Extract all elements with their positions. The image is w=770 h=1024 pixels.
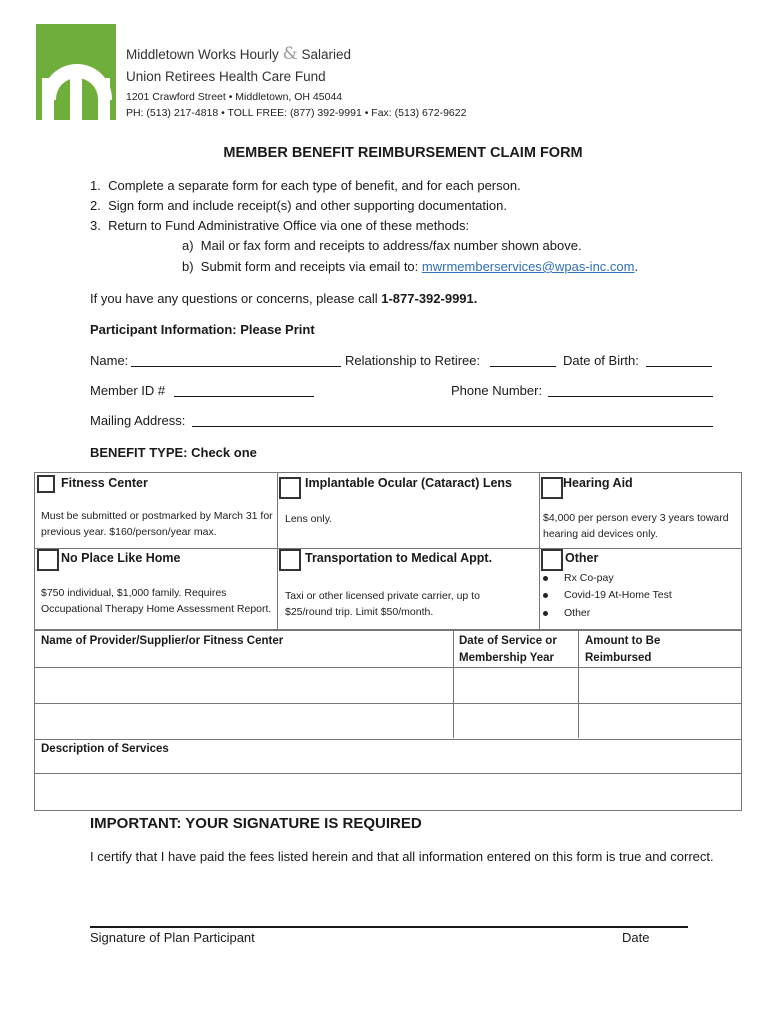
bullet-icon (543, 611, 548, 616)
period: . (634, 259, 639, 274)
col-divider (277, 473, 278, 629)
name-label: Name: (90, 353, 129, 368)
questions-text: If you have any questions or concerns, please call (90, 291, 378, 306)
phone-field[interactable] (548, 396, 713, 397)
signature-label: Signature of Plan Participant (90, 930, 255, 945)
logo-leg-middle (70, 78, 82, 120)
provider-cell-row1[interactable] (35, 668, 453, 703)
transport-label: Transportation to Medical Appt. (305, 551, 493, 565)
amount-col-header: Amount to Be Reimbursed (585, 635, 661, 664)
instruction-num: 3. (90, 218, 101, 233)
signature-heading: IMPORTANT: YOUR SIGNATURE IS REQUIRED (90, 815, 422, 832)
lens-label: Implantable Ocular (Cataract) Lens (305, 476, 513, 490)
signature-line[interactable] (90, 926, 688, 928)
description-label: Description of Services (41, 743, 169, 755)
lens-desc: Lens only. (285, 513, 333, 525)
instruction-3b (182, 259, 638, 274)
phone-label: Phone Number: (451, 383, 543, 398)
participant-heading: Participant Information: Please Print (90, 322, 315, 337)
instruction-2 (90, 198, 507, 213)
sub-text: Mail or fax form and receipts to address/fax number shown above. (200, 238, 582, 253)
date-cell-row1[interactable] (454, 668, 578, 703)
transport-checkbox[interactable] (279, 549, 301, 571)
org-name-line2: Union Retirees Health Care Fund (126, 69, 326, 84)
relationship-field[interactable] (490, 366, 556, 367)
instruction-num: 1. (90, 178, 101, 193)
hearing-label: Hearing Aid (563, 476, 633, 490)
org-contact: PH: (513) 217-4818 • TOLL FREE: (877) 392-9991 • Fax: (513) 672-9622 (126, 107, 467, 119)
questions-line (90, 291, 477, 306)
transport-desc: Taxi or other licensed private carrier, up to $25/round trip. Limit $50/month. (285, 590, 480, 618)
instruction-num: 2. (90, 198, 101, 213)
amount-cell-row1[interactable] (579, 668, 741, 703)
home-checkbox[interactable] (37, 549, 59, 571)
bullet-icon (543, 593, 548, 598)
other-label: Other (565, 551, 599, 565)
home-desc: $750 individual, $1,000 family. Requires Occupational Therapy Home Assessment Report. (41, 587, 272, 615)
amount-cell-row2[interactable] (579, 704, 741, 739)
bullet-text: Rx Co-pay (564, 572, 614, 584)
bullet-text: Covid-19 At-Home Test (564, 589, 672, 601)
dob-field[interactable] (646, 366, 712, 367)
date-label: Date (622, 930, 650, 945)
instruction-text: Return to Fund Administrative Office via one of these methods: (108, 218, 470, 233)
bullet-icon (543, 576, 548, 581)
org-name-b: Salaried (301, 47, 352, 62)
logo-leg-right (98, 78, 110, 120)
provider-cell-row2[interactable] (35, 704, 453, 739)
instruction-3 (90, 218, 469, 233)
phone-number: 1-877-392-9991. (381, 291, 478, 306)
instruction-text: Sign form and include receipt(s) and other supporting documentation. (108, 198, 507, 213)
benefit-type-heading: BENEFIT TYPE: Check one (90, 445, 257, 460)
member-id-label: Member ID # (90, 383, 166, 398)
member-id-field[interactable] (174, 396, 314, 397)
instruction-text: Complete a separate form for each type of benefit, and for each person. (108, 178, 521, 193)
certify-text: I certify that I have paid the fees listed herein and that all information entered on this form is true and correct. (90, 849, 714, 864)
form-title: MEMBER BENEFIT REIMBURSEMENT CLAIM FORM (223, 145, 583, 161)
dob-label: Date of Birth: (563, 353, 639, 368)
mailing-field[interactable] (192, 426, 713, 427)
other-checkbox[interactable] (541, 549, 563, 571)
sub-label: b) (182, 259, 194, 274)
hearing-desc: $4,000 per person every 3 years toward hearing aid devices only. (543, 512, 729, 540)
ampersand: & (282, 44, 298, 64)
date-col-header: Date of Service or Membership Year (459, 635, 557, 664)
home-label: No Place Like Home (61, 551, 181, 565)
fitness-desc: Must be submitted or postmarked by March 31 for previous year. $160/person/year max. (41, 510, 273, 538)
instruction-1 (90, 178, 521, 193)
col-divider (539, 473, 540, 629)
provider-table (34, 630, 742, 811)
row-divider (35, 548, 741, 549)
row-divider (35, 739, 741, 740)
name-field[interactable] (131, 366, 341, 367)
org-address: 1201 Crawford Street • Middletown, OH 45044 (126, 91, 343, 103)
fund-logo (36, 24, 116, 120)
instruction-3a (182, 238, 582, 253)
bullet-text: Other (564, 607, 591, 619)
lens-checkbox[interactable] (279, 477, 301, 499)
org-name-a: Middletown Works Hourly (126, 47, 279, 62)
mailing-label: Mailing Address: (90, 413, 186, 428)
description-field[interactable] (35, 774, 741, 810)
other-bullet-3 (543, 607, 590, 619)
provider-col-header: Name of Provider/Supplier/or Fitness Center (41, 635, 284, 647)
sub-label: a) (182, 238, 194, 253)
sub-text: Submit form and receipts via email to: (200, 259, 419, 274)
relationship-label: Relationship to Retiree: (345, 353, 481, 368)
logo-leg-left (42, 78, 54, 120)
hearing-checkbox[interactable] (541, 477, 563, 499)
email-link[interactable]: mwrmemberservices@wpas-inc.com (421, 259, 635, 274)
date-cell-row2[interactable] (454, 704, 578, 739)
fitness-label: Fitness Center (61, 476, 148, 490)
org-name-line1 (126, 44, 351, 64)
other-bullet-2 (543, 589, 672, 601)
fitness-checkbox[interactable] (37, 475, 55, 493)
benefit-type-table (34, 472, 742, 630)
other-bullet-1 (543, 572, 614, 584)
